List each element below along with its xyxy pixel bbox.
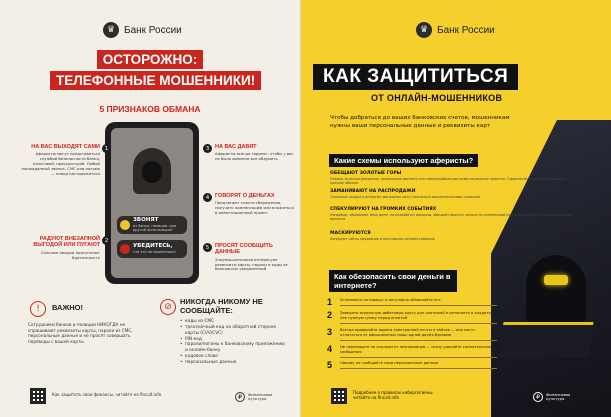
sign-1-text: Аферисты могут представиться службой безопасности банка, налоговой, прокуратурой. Любой неожиданный звонок, СМС или письмо — повод насторожиться: [21, 151, 100, 176]
online-fraud-poster: [301, 0, 611, 417]
list-item: • кодовое слово: [180, 354, 285, 360]
subheadline: ОТ ОНЛАЙН-МОШЕННИКОВ: [371, 93, 503, 103]
sign-4-number: 4: [203, 193, 212, 202]
scheme-title: ОБЕЩАЮТ ЗОЛОТЫЕ ГОРЫ: [330, 171, 402, 176]
step-item: [327, 361, 497, 370]
left-footer-text: Как защитить свои финансы, читайте на fincult.info: [52, 392, 162, 397]
sign-1-title: НА ВАС ВЫХОДЯТ САМИ: [31, 144, 100, 150]
protect-heading: Как обезопасить свои деньги в интернете?: [329, 270, 457, 292]
hooded-caller-icon: [133, 148, 171, 194]
sign-5-number: 5: [203, 243, 212, 252]
bank-logo-text: Банк России: [437, 24, 495, 36]
sign-3-number: 3: [203, 144, 212, 153]
intro-text: Чтобы добраться до ваших банковских счетов, мошенникам нужны ваши персональные данные и реквизиты карт: [330, 115, 510, 129]
answer-label: ЗВОНЯТ: [133, 217, 159, 224]
answer-call-icon: [120, 220, 130, 230]
sign-3: [205, 144, 297, 162]
no-sharing-icon: ⊘: [160, 299, 176, 315]
signs-title: 5 ПРИЗНАКОВ ОБМАНА: [99, 104, 201, 114]
never-title: НИКОГДА НИКОМУ НЕ СООБЩАЙТЕ:: [180, 297, 263, 315]
sign-2: [18, 236, 109, 260]
important-title: ВАЖНО!: [52, 303, 83, 312]
never-list: [180, 319, 285, 365]
step-number: 5: [327, 360, 333, 370]
fincult-logo: [533, 392, 578, 402]
step-item: [327, 298, 497, 307]
important-text: Сотрудники банков и полиции НИКОГДА не спрашивают реквизиты карты, пароли из СМС, персональные данные и не просят совершать переводы с вашей карты: [28, 322, 133, 345]
bank-logo: [416, 22, 495, 38]
step-number: 2: [327, 310, 333, 320]
step-number: 4: [327, 344, 333, 354]
scheme-title: СПЕКУЛИРУЮТ НА ГРОМКИХ СОБЫТИЯХ: [330, 207, 437, 212]
sign-5-text: Злоумышленников интересуют реквизиты карты, пароли и коды из банковских уведомлений: [215, 256, 288, 272]
phone-fraud-poster: [0, 0, 300, 417]
bank-logo-text: Банк России: [124, 24, 182, 36]
sign-2-number: 2: [102, 236, 111, 245]
scheme-item: [330, 171, 580, 185]
sign-1-number: 1: [102, 144, 111, 153]
bank-logo: [103, 22, 182, 38]
important-block: [52, 304, 152, 313]
warning-icon: !: [30, 301, 46, 317]
scheme-title: ЗАМАНИВАЮТ НА РАСПРОДАЖИ: [330, 189, 416, 194]
fincult-logo: [235, 392, 280, 402]
sign-4-text: Предлагают спасти сбережения, получить компенсацию или вложиться в инвестиционный проект: [215, 200, 294, 216]
qr-code: [30, 388, 46, 404]
warning-title: [50, 50, 256, 92]
scheme-text: Например, объявляют сбор денег на разработку вакцины, обещают вернуть деньги за отмененный рейс или получить государственные выплаты: [330, 213, 571, 221]
step-text: Установите антивирус и регулярно обновляйте его: [340, 298, 497, 306]
sign-1: [18, 144, 109, 177]
step-text: Всегда проверяйте адреса электронной почты и сайтов — они могут отличаться от официальных лишь одной-двумя буквами: [340, 328, 497, 341]
list-item: • коды из СМС: [180, 319, 285, 325]
scheme-item: [330, 207, 580, 221]
scheme-title: МАСКИРУЮТСЯ: [330, 231, 371, 236]
warning-title-line-2: ТЕЛЕФОННЫЕ МОШЕННИКИ!: [50, 71, 261, 90]
step-text: Не переходите по ссылкам от незнакомцев — сразу удаляйте сомнительные сообщения: [340, 345, 497, 358]
phone-illustration: [105, 122, 199, 284]
sign-3-text: Аферисты всегда торопят, чтобы у вас не было времени все обдумать: [215, 151, 294, 162]
fincult-icon: ₽: [235, 392, 245, 402]
scheme-text: Копируют сайты продавцов и популярных онлайн-сервисов: [330, 237, 435, 241]
warning-title-line-1: ОСТОРОЖНО:: [97, 50, 203, 69]
important-text-block: [28, 318, 133, 345]
scheme-text: Опросы за вознаграждение, социальные выплаты или сверхприбыльные инвестиционные проекты. Гарантия быстрого обогащения — признак обмана: [330, 177, 567, 185]
sign-3-title: НА ВАС ДАВЯТ: [215, 144, 257, 150]
fincult-logo-text: Финансовая культура: [546, 391, 571, 401]
list-item: • персональные данные: [180, 360, 285, 366]
step-text: Заведите отдельную дебетовую карту для платежей в интернете и кладите на нее нужную сумму перед оплатой: [340, 311, 497, 324]
hacker-figure-icon: [526, 255, 586, 325]
scheme-item: [330, 231, 580, 241]
never-block: [180, 298, 285, 366]
schemes-heading: Какие схемы используют аферисты?: [329, 154, 478, 167]
incoming-call-pill: [117, 216, 187, 234]
laptop-icon: [498, 322, 593, 358]
verify-call-pill: [117, 240, 187, 258]
step-item: [327, 328, 497, 341]
headline: КАК ЗАЩИТИТЬСЯ: [313, 64, 518, 90]
step-number: 3: [327, 327, 333, 337]
decline-call-icon: [120, 244, 130, 254]
decline-label: УБЕДИТЕСЬ,: [133, 243, 173, 250]
qr-code: [331, 388, 347, 404]
answer-sub: из банка, полиции, или другой организации?: [133, 223, 177, 232]
scheme-item: [330, 189, 580, 199]
eagle-emblem-icon: ♛: [416, 22, 432, 38]
step-item: [327, 311, 497, 324]
sign-5: [205, 243, 297, 272]
right-footer-text: Подробнее о правилах кибергигиены читайте на fincult.info: [353, 390, 433, 401]
fincult-icon: ₽: [533, 392, 543, 402]
sign-2-title: РАДУЮТ ВНЕЗАПНОЙ ВЫГОДОЙ ИЛИ ПУГАЮТ: [33, 236, 100, 249]
list-item: • трехзначный код на оборотной стороне карты (CVV/CVC): [180, 325, 285, 337]
step-item: [327, 345, 497, 358]
sign-2-text: Сильные эмоции притупляют бдительность: [40, 249, 100, 260]
sign-4: [205, 193, 297, 216]
phone-screen: [111, 128, 193, 278]
step-number: 1: [327, 297, 333, 307]
fincult-logo-text: Финансовая культура: [248, 391, 273, 401]
sign-5-title: ПРОСЯТ СООБЩИТЬ ДАННЫЕ: [215, 243, 273, 256]
step-text: Никому не сообщайте свои персональные данные: [340, 361, 497, 369]
scheme-text: Огромные скидки в интернет-магазинах могут оказаться мошенническими уловками: [330, 195, 481, 199]
sign-4-title: ГОВОРЯТ О ДЕНЬГАХ: [215, 193, 275, 199]
list-item: • пароли/логины к банковскому приложению и онлайн-банку: [180, 342, 285, 354]
decline-sub: что это не мошенники!: [133, 249, 176, 254]
eagle-emblem-icon: ♛: [103, 22, 119, 38]
list-item: • PIN-код: [180, 337, 285, 343]
